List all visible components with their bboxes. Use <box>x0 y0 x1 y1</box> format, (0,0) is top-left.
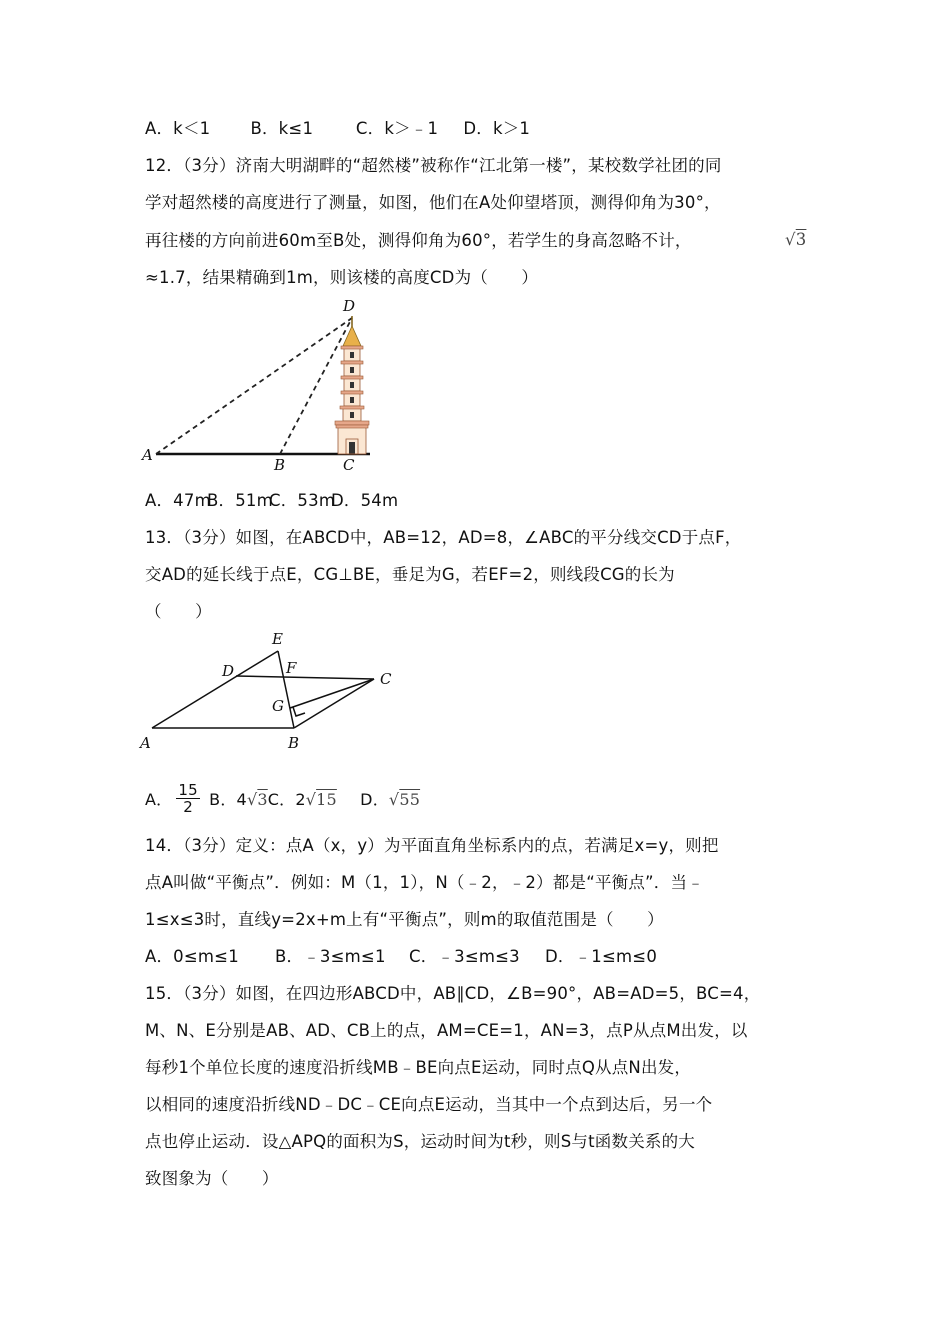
label-g: G <box>272 697 284 715</box>
q13-text: 如图，在ABCD中，AB=12，AD=8，∠ABC的平分线交CD于点F， <box>235 528 742 547</box>
q12-option-a: A．47m <box>145 491 211 510</box>
q14-score: （3分） <box>183 836 236 855</box>
q15-line-3: 每秒1个单位长度的速度沿折线MB﹣BE向点E运动，同时点Q从点N出发， <box>145 1058 692 1077</box>
pagoda-diagram <box>138 294 378 478</box>
sqrt: √55 <box>388 790 421 809</box>
q11-option-a: A．k＜1 <box>145 119 211 138</box>
option-label: B． <box>209 790 237 809</box>
q13-option-c <box>268 790 337 809</box>
q11-option-b: B．k≤1 <box>250 119 314 138</box>
coefficient: 4 <box>236 790 247 809</box>
q12-line-2: 学对超然楼的高度进行了测量，如图，他们在A处仰望塔顶，测得仰角为30°， <box>145 193 721 212</box>
q13-options <box>145 781 421 817</box>
q13-number: 13． <box>145 528 184 547</box>
label-a: A <box>140 734 151 752</box>
q14-option-c: C．﹣3≤m≤3 <box>409 947 520 966</box>
q13-option-a <box>145 781 204 816</box>
q15-line-1 <box>145 983 760 1005</box>
coefficient: 2 <box>295 790 306 809</box>
q12-option-b: B．51m <box>207 491 273 510</box>
q12-score: （3分） <box>183 156 236 175</box>
q12-figure <box>138 294 378 478</box>
q15-line-6: 致图象为（ ） <box>145 1169 279 1188</box>
label-d: D <box>343 297 356 315</box>
q15-line-5: 点也停止运动．设△APQ的面积为S，运动时间为t秒，则S与t函数关系的大 <box>145 1132 695 1151</box>
sqrt: √3 <box>246 790 268 809</box>
q14-line-1 <box>145 835 719 857</box>
q15-score: （3分） <box>183 984 236 1003</box>
q13-option-d <box>360 790 420 809</box>
q12-line-4: ≈1.7，结果精确到1m，则该楼的高度CD为（ ） <box>145 268 539 287</box>
q12-option-c: C．53m <box>269 491 336 510</box>
option-label: C． <box>267 790 296 809</box>
sqrt-radicand: 3 <box>795 230 807 249</box>
q12-text: 济南大明湖畔的“超然楼”被称作“江北第一楼”，某校数学社团的同 <box>235 156 722 175</box>
q15-number: 15． <box>145 984 184 1003</box>
q13-figure <box>138 628 408 754</box>
q14-line-2: 点A叫做“平衡点”．例如：M（1，1），N（﹣2，﹣2）都是“平衡点”．当﹣ <box>145 873 704 892</box>
option-label: D． <box>360 790 389 809</box>
label-d: D <box>222 662 235 680</box>
q13-score: （3分） <box>183 528 236 547</box>
fraction <box>176 782 200 815</box>
q14-text: 定义：点A（x，y）为平面直角坐标系内的点，若满足x=y，则把 <box>235 836 719 855</box>
label-c: C <box>343 456 355 474</box>
denominator: 2 <box>183 798 193 816</box>
label-b: B <box>274 456 286 474</box>
q14-option-d: D．﹣1≤m≤0 <box>545 947 658 966</box>
q12-number: 12． <box>145 156 184 175</box>
radicand: 55 <box>399 790 421 809</box>
q12-options <box>145 490 398 512</box>
sqrt-3 <box>785 229 806 251</box>
q12-text: 再往楼的方向前进60m至B处，测得仰角为60°，若学生的身高忽略不计， <box>145 231 692 250</box>
q12-option-d: D．54m <box>331 491 399 510</box>
q12-line-1 <box>145 155 722 177</box>
q14-options <box>145 946 657 968</box>
pagoda-icon <box>335 316 369 454</box>
q15-line-2: M、N、E分别是AB、AD、CB上的点，AM=CE=1，AN=3，点P从点M出发，以 <box>145 1021 748 1040</box>
q15-text: 如图，在四边形ABCD中，AB∥CD，∠B=90°，AB=AD=5，BC=4， <box>235 984 761 1003</box>
q12-line-3 <box>145 230 692 252</box>
parallelogram-diagram <box>138 628 408 754</box>
q13-line-3: （ ） <box>145 602 212 621</box>
radicand: 15 <box>316 790 337 809</box>
label-e: E <box>272 630 283 648</box>
q14-number: 14． <box>145 836 184 855</box>
q15-line-4: 以相同的速度沿折线ND﹣DC﹣CE向点E运动，当其中一个点到达后，另一个 <box>145 1095 713 1114</box>
q11-option-d: D．k＞1 <box>463 119 531 138</box>
q14-line-3: 1≤x≤3时，直线y=2x+m上有“平衡点”，则m的取值范围是（ ） <box>145 910 664 929</box>
label-b: B <box>288 734 300 752</box>
radicand: 3 <box>257 790 268 809</box>
q11-option-c: C．k＞﹣1 <box>355 119 439 138</box>
q14-option-b: B．﹣3≤m≤1 <box>275 947 386 966</box>
label-c: C <box>380 670 392 688</box>
sqrt-symbol: √ <box>785 230 796 249</box>
label-a: A <box>142 446 153 464</box>
q13-option-b <box>209 790 268 809</box>
q11-options <box>145 118 530 140</box>
q13-line-2: 交AD的延长线于点E，CG⊥BE，垂足为G，若EF=2，则线段CG的长为 <box>145 565 675 584</box>
option-label: A． <box>145 790 173 809</box>
numerator: 15 <box>178 781 198 799</box>
label-f: F <box>286 659 297 677</box>
sqrt: √15 <box>305 790 337 809</box>
q13-line-1 <box>145 527 742 549</box>
q14-option-a: A．0≤m≤1 <box>145 947 239 966</box>
